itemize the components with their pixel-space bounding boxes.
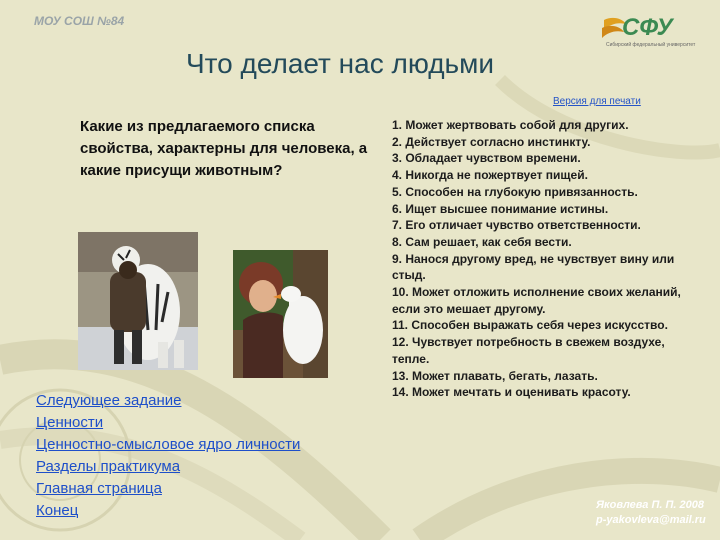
print-version-link[interactable]: Версия для печати	[553, 96, 641, 107]
nav-link-next-task[interactable]: Следующее задание	[36, 392, 182, 409]
list-item: 9. Нанося другому вред, не чувствует вину или стыд.	[392, 251, 675, 283]
page-title: Что делает нас людьми	[186, 48, 495, 79]
list-item: 13. Может плавать, бегать, лазать.	[392, 368, 598, 383]
author-credit	[596, 498, 706, 528]
list-item: 12. Чувствует потребность в свежем воздухе, тепле.	[392, 335, 665, 366]
author-name: Яковлева П. П. 2008	[596, 499, 704, 511]
question-text: Какие из предлагаемого списка свойства, характерны для человека, а какие присущи животным?	[80, 118, 368, 179]
nav-link-value-core[interactable]: Ценностно-смысловое ядро личности	[36, 436, 301, 453]
goose-photo	[233, 250, 328, 378]
list-item: 3. Обладает чувством времени.	[392, 151, 581, 166]
navigation-links	[36, 390, 300, 522]
list-item: 5. Способен на глубокую привязанность.	[392, 184, 638, 199]
list-item: 7. Его отличает чувство ответственности.	[392, 218, 641, 233]
list-item: 11. Способен выражать себя через искусство.	[392, 318, 668, 333]
properties-list	[392, 117, 692, 401]
author-email: p-yakovleva@mail.ru	[596, 514, 706, 526]
nav-link-sections[interactable]: Разделы практикума	[36, 458, 181, 475]
logo-text: СФУ	[622, 14, 673, 41]
nav-link-values[interactable]: Ценности	[36, 414, 104, 431]
logo-subtitle: Сибирский федеральный университет	[606, 42, 696, 48]
list-item: 14. Может мечтать и оценивать красоту.	[392, 385, 631, 400]
tiger-hug-image	[78, 232, 198, 370]
list-item: 4. Никогда не пожертвует пищей.	[392, 168, 588, 183]
list-item: 1. Может жертвовать собой для других.	[392, 118, 629, 132]
woman-goose-image	[233, 250, 328, 378]
list-item: 10. Может отложить исполнение своих желаний, если это мешает другому.	[392, 285, 681, 316]
list-item: 2. Действует согласно инстинкту.	[392, 134, 591, 149]
list-item: 6. Ищет высшее понимание истины.	[392, 201, 609, 216]
school-label: МОУ СОШ №84	[34, 14, 125, 28]
tiger-photo	[78, 232, 198, 370]
list-item: 8. Сам решает, как себя вести.	[392, 234, 572, 249]
nav-link-home[interactable]: Главная страница	[36, 480, 162, 497]
nav-link-end[interactable]: Конец	[36, 502, 79, 519]
